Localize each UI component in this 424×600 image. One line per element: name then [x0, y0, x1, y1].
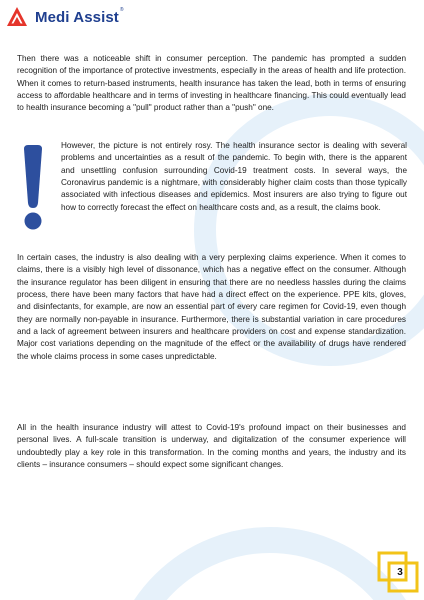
logo-text: Medi Assist: [35, 8, 119, 26]
page-number: 3: [397, 567, 403, 578]
brand-logo: [4, 4, 124, 30]
registered-mark: ®: [119, 7, 124, 13]
body-paragraph-1: Then there was a noticeable shift in consumer perception. The pandemic has prompted a sudden recognition of the importance of protective investments, especially in the areas of health and life protection. When it comes to return-based instruments, health insurance has taken the lead, both in terms of ensuring access to affordable healthcare and in terms of investing in healthcare financing. This could eventually lead to health insurance becoming a "pull" product rather than a "push" one.: [17, 54, 406, 113]
exclamation-icon: [22, 145, 44, 231]
medi-assist-logo-icon: [4, 4, 30, 30]
body-paragraph-3: In certain cases, the industry is also dealing with a very perplexing claims experience. When it comes to claims, there is a visibly high level of dissonance, which has a negative effect on the consumer. Although the insurance regulator has been diligent in ensuring that there are no needless hassles during the claims process, there have been many factors that have had a direct effect on the experience. PPE kits, gloves, and disinfectants, for example, are now an essential part of every care regimen for Covid-19, even though they are normally non-payable in insurance. Furthermore, there is substantial variation in care procedures and a lack of agreement between insurers and healthcare providers on cost and expense standardization. Major cost variations depending on the magnitude of the effect or the availability of drugs have rendered the whole claims process in some cases unpredictable.: [17, 253, 406, 361]
body-paragraph-4: All in the health insurance industry will attest to Covid-19's profound impact on their businesses and personal lives. A full-scale transition is underway, and digitalization of the consumer experience will undoubtedly play a key role in this transformation. In the coming months and years, the industry and its clients – insurance consumers – should expect some significant changes.: [17, 423, 406, 470]
body-paragraph-2: However, the picture is not entirely rosy. The health insurance sector is dealing with several problems and uncertainties as a result of the pandemic. To begin with, there is the apparent and unsettling confusion surrounding Covid-19 treatment costs. In several ways, the Coronavirus pandemic is a nightmare, with considerably higher claim costs than those typically associated with infectious diseases and epidemics. Most insurers are also trying to figure out how to correctly forecast the effect on healthcare costs and, as a result, the claims book.: [61, 141, 407, 212]
